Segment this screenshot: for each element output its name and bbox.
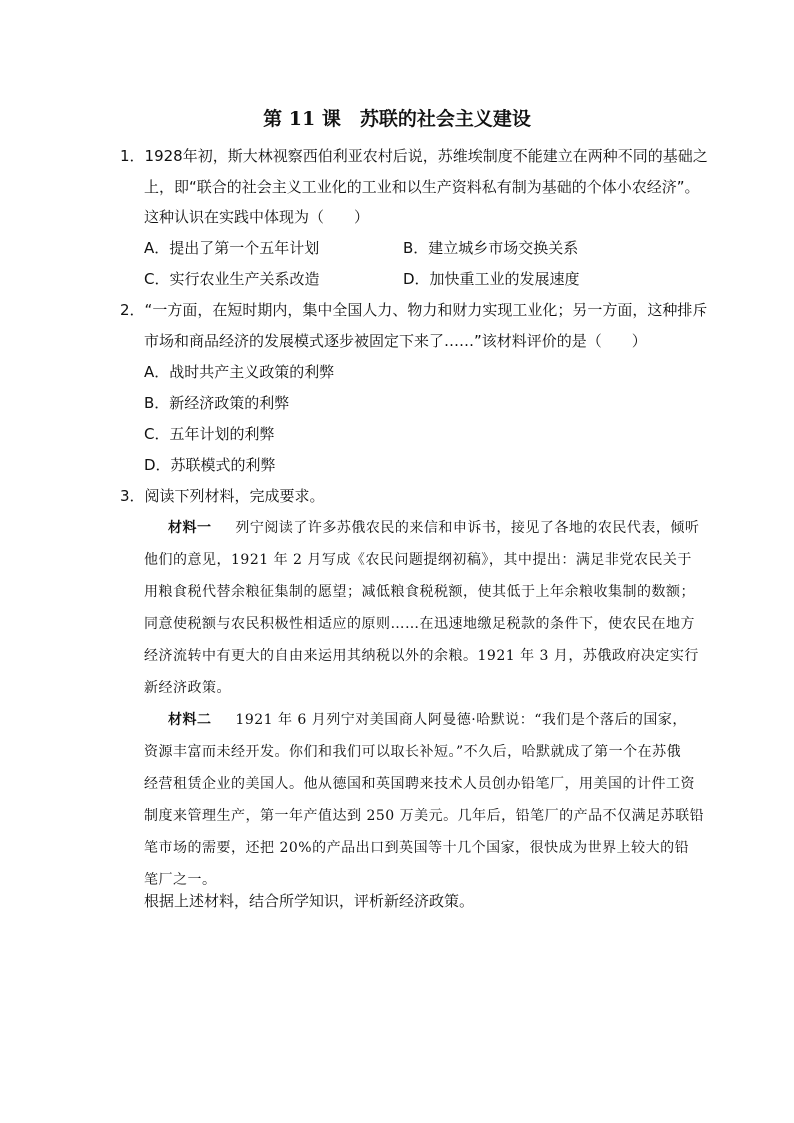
material-1-line-3: 用粮食税代替余粮征集制的愿望；减低粮食税税额，使其低于上年余粮收集制的数额； <box>144 584 695 600</box>
material-1-line-4: 同意使税额与农民积极性相适应的原则……在迅速地缴足税款的条件下，使农民在地方 <box>144 616 695 632</box>
material-1-line-6: 新经济政策。 <box>144 680 231 696</box>
material-2-line-5: 笔市场的需要，还把 20%的产品出口到英国等十几个国家，很快成为世界上较大的铅 <box>144 840 690 856</box>
material-2-label: 材料二 <box>168 712 212 728</box>
q1-option-d: D．加快重工业的发展速度 <box>403 270 580 288</box>
q3-intro: 3．阅读下列材料，完成要求。 <box>120 487 325 505</box>
material-2-line-1: 1921 年 6 月列宁对美国商人阿曼德·哈默说：“我们是个落后的国家， <box>235 712 687 728</box>
material-1-line-2: 他们的意见，1921 年 2 月写成《农民问题提纲初稿》，其中提出：满足非党农民关于 <box>144 552 692 568</box>
material-1-line-1: 列宁阅读了许多苏俄农民的来信和申诉书，接见了各地的农民代表，倾听 <box>235 520 700 536</box>
q1-stem-line-2: 上，即“联合的社会主义工业化的工业和以生产资料私有制为基础的个体小农经济”。 <box>144 178 700 196</box>
material-1-label: 材料一 <box>168 520 212 536</box>
q2-option-d: D．苏联模式的利弊 <box>144 456 276 474</box>
material-2-line-3: 经营租赁企业的美国人。他从德国和英国聘来技术人员创办铅笔厂，用美国的计件工资 <box>144 776 695 792</box>
q2-option-c: C．五年计划的利弊 <box>144 425 275 443</box>
lesson-title: 第 11 课 苏联的社会主义建设 <box>263 108 531 130</box>
q2-stem-line-1: 2．“一方面，在短时期内，集中全国人力、物力和财力实现工业化；另一方面，这种排斥 <box>120 301 708 319</box>
q3-task: 根据上述材料，结合所学知识，评析新经济政策。 <box>144 892 475 910</box>
q2-option-a: A．战时共产主义政策的利弊 <box>144 363 335 381</box>
q2-option-b: B．新经济政策的利弊 <box>144 394 290 412</box>
q1-option-c: C．实行农业生产关系改造 <box>144 270 320 288</box>
q1-option-b: B．建立城乡市场交换关系 <box>403 239 579 257</box>
material-2-first-line <box>168 710 687 730</box>
material-1-first-line <box>168 518 699 538</box>
q1-stem-line-3: 这种认识在实践中体现为（ ） <box>144 208 370 226</box>
q1-option-a: A．提出了第一个五年计划 <box>144 239 320 257</box>
material-2-line-2: 资源丰富而未经开发。你们和我们可以取长补短。”不久后，哈默就成了第一个在苏俄 <box>144 744 682 760</box>
material-2-line-6: 笔厂之一。 <box>144 872 217 888</box>
q1-stem-line-1: 1．1928年初，斯大林视察西伯利亚农村后说，苏维埃制度不能建立在两种不同的基础之 <box>120 147 708 165</box>
q2-stem-line-2: 市场和商品经济的发展模式逐步被固定下来了……”该材料评价的是（ ） <box>144 332 647 350</box>
material-1-line-5: 经济流转中有更大的自由来运用其纳税以外的余粮。1921 年 3 月，苏俄政府决定实行 <box>144 648 699 664</box>
material-2-line-4: 制度来管理生产，第一年产值达到 250 万美元。几年后，铅笔厂的产品不仅满足苏联铅 <box>144 808 705 824</box>
